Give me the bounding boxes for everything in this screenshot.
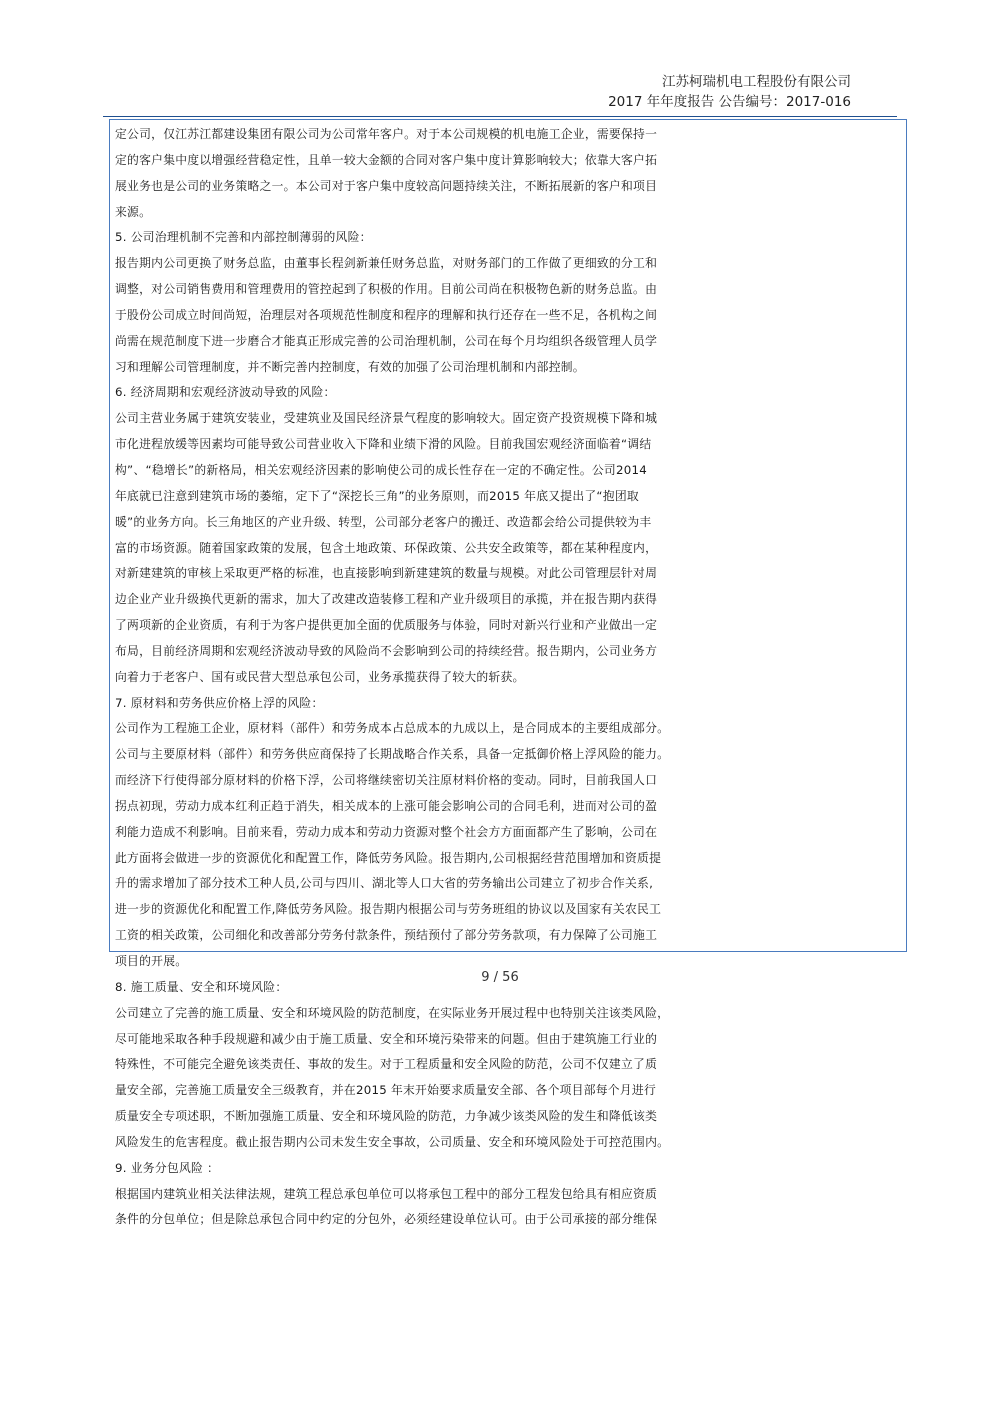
text-line: 8. 施工质量、安全和环境风险： (115, 979, 288, 994)
text-line: 公司与主要原材料（部件）和劳务供应商保持了长期战略合作关系，具备一定抵御价格上浮风险的能力。 (115, 747, 670, 762)
text-line: 富的市场资源。随着国家政策的发展，包含土地政策、环保政策、公共安全政策等，都在某种程度内， (115, 540, 658, 555)
text-line: 进一步的资源优化和配置工作,降低劳务风险。报告期内根据公司与劳务班组的协议以及国家有关农民工 (115, 902, 662, 917)
text-line: 向着力于老客户、国有或民营大型总承包公司，业务承揽获得了较大的斩获。 (115, 669, 525, 684)
page-header (608, 72, 851, 112)
text-line: 定的客户集中度以增强经营稳定性，且单一较大金额的合同对客户集中度计算影响较大；依靠大客户拓 (115, 152, 658, 167)
text-line: 质量安全专项述职，不断加强施工质量、安全和环境风险的防范，力争减少该类风险的发生和降低该类 (115, 1109, 658, 1124)
text-line: 市化进程放缓等因素均可能导致公司营业收入下降和业绩下滑的风险。目前我国宏观经济面临着“调结 (115, 437, 652, 452)
text-line: 习和理解公司管理制度，并不断完善内控制度，有效的加强了公司治理机制和内部控制。 (115, 359, 585, 374)
text-line: 年底就已注意到建筑市场的萎缩，定下了“深挖长三角”的业务原则，而2015 年底又提出了“抱团取 (115, 488, 639, 503)
text-line: 而经济下行使得部分原材料的价格下浮，公司将继续密切关注原材料价格的变动。同时，目前我国人口 (115, 773, 658, 788)
text-line: 公司建立了完善的施工质量、安全和环境风险的防范制度，在实际业务开展过程中也特别关注该类风险， (115, 1005, 670, 1020)
text-line: 报告期内公司更换了财务总监，由董事长程剑新兼任财务总监，对财务部门的工作做了更细致的分工和 (115, 256, 658, 271)
text-line: 利能力造成不利影响。目前来看，劳动力成本和劳动力资源对整个社会方方面面都产生了影响，公司在 (115, 824, 658, 839)
text-line: 于股份公司成立时间尚短，治理层对各项规范性制度和程序的理解和执行还存在一些不足，各机构之间 (115, 307, 658, 322)
text-line: 工资的相关政策，公司细化和改善部分劳务付款条件，预结预付了部分劳务款项，有力保障了公司施工 (115, 928, 658, 943)
text-line: 特殊性，不可能完全避免该类责任、事故的发生。对于工程质量和安全风险的防范，公司不仅建立了质 (115, 1057, 658, 1072)
text-line: 尚需在规范制度下进一步磨合才能真正形成完善的公司治理机制，公司在每个月均组织各级管理人员学 (115, 333, 658, 348)
company-name: 江苏柯瑞机电工程股份有限公司 (662, 74, 851, 90)
text-line: 构”、“稳增长”的新格局，相关宏观经济因素的影响使公司的成长性存在一定的不确定性。公司2014 (115, 462, 647, 477)
text-line: 7. 原材料和劳务供应价格上浮的风险： (115, 695, 324, 710)
text-line: 9. 业务分包风险 ： (115, 1160, 220, 1175)
text-line: 6. 经济周期和宏观经济波动导致的风险： (115, 385, 336, 400)
text-line: 公司主营业务属于建筑安装业，受建筑业及国民经济景气程度的影响较大。固定资产投资规模下降和城 (115, 411, 658, 426)
text-line: 边企业产业升级换代更新的需求，加大了改建改造装修工程和产业升级项目的承揽，并在报告期内获得 (115, 592, 658, 607)
text-line: 展业务也是公司的业务策略之一。本公司对于客户集中度较高问题持续关注，不断拓展新的客户和项目 (115, 178, 658, 193)
header-rule (103, 116, 897, 117)
text-line: 对新建建筑的审核上采取更严格的标准，也直接影响到新建建筑的数量与规模。对此公司管理层针对周 (115, 566, 658, 581)
text-line: 升的需求增加了部分技术工种人员,公司与四川、湖北等人口大省的劳务输出公司建立了初步合作关系, (115, 876, 654, 891)
text-line: 根据国内建筑业相关法律法规，建筑工程总承包单位可以将承包工程中的部分工程发包给具有相应资质 (115, 1186, 658, 1201)
text-line: 布局，目前经济周期和宏观经济波动导致的风险尚不会影响到公司的持续经营。报告期内，公司业务方 (115, 643, 658, 658)
text-line: 尽可能地采取各种手段规避和减少由于施工质量、安全和环境污染带来的问题。但由于建筑施工行业的 (115, 1031, 658, 1046)
text-line: 拐点初现，劳动力成本红利正趋于消失，相关成本的上涨可能会影响公司的合同毛利，进而对公司的盈 (115, 798, 658, 813)
text-line: 项目的开展。 (115, 954, 188, 968)
text-line: 暖”的业务方向。长三角地区的产业升级、转型，公司部分老客户的搬迁、改造都会给公司提供较为丰 (115, 514, 652, 529)
text-line: 5. 公司治理机制不完善和内部控制薄弱的风险： (115, 230, 372, 245)
text-line: 此方面将会做进一步的资源优化和配置工作，降低劳务风险。报告期内,公司根据经营范围增加和资质提 (115, 850, 662, 865)
text-line: 定公司，仅江苏江都建设集团有限公司为公司常年客户。对于本公司规模的机电施工企业，需要保持一 (115, 127, 658, 141)
text-line: 来源。 (115, 204, 152, 219)
text-line: 条件的分包单位；但是除总承包合同中约定的分包外，必须经建设单位认可。由于公司承接的部分维保 (115, 1212, 658, 1227)
report-line: 2017 年年度报告 公告编号：2017-016 (608, 94, 851, 110)
text-line: 调整，对公司销售费用和管理费用的管控起到了积极的作用。目前公司尚在积极物色新的财务总监。由 (115, 282, 658, 297)
text-line: 风险发生的危害程度。截止报告期内公司未发生安全事故，公司质量、安全和环境风险处于可控范围内。 (115, 1134, 670, 1149)
text-line: 了两项新的企业资质，有利于为客户提供更加全面的优质服务与体验，同时对新兴行业和产业做出一定 (115, 618, 658, 633)
page-number: 9 / 56 (481, 970, 519, 985)
text-line: 公司作为工程施工企业，原材料（部件）和劳务成本占总成本的九成以上，是合同成本的主要组成部分。 (115, 721, 670, 736)
text-line: 量安全部，完善施工质量安全三级教育，并在2015 年末开始要求质量安全部、各个项目部每个月进行 (115, 1083, 656, 1098)
